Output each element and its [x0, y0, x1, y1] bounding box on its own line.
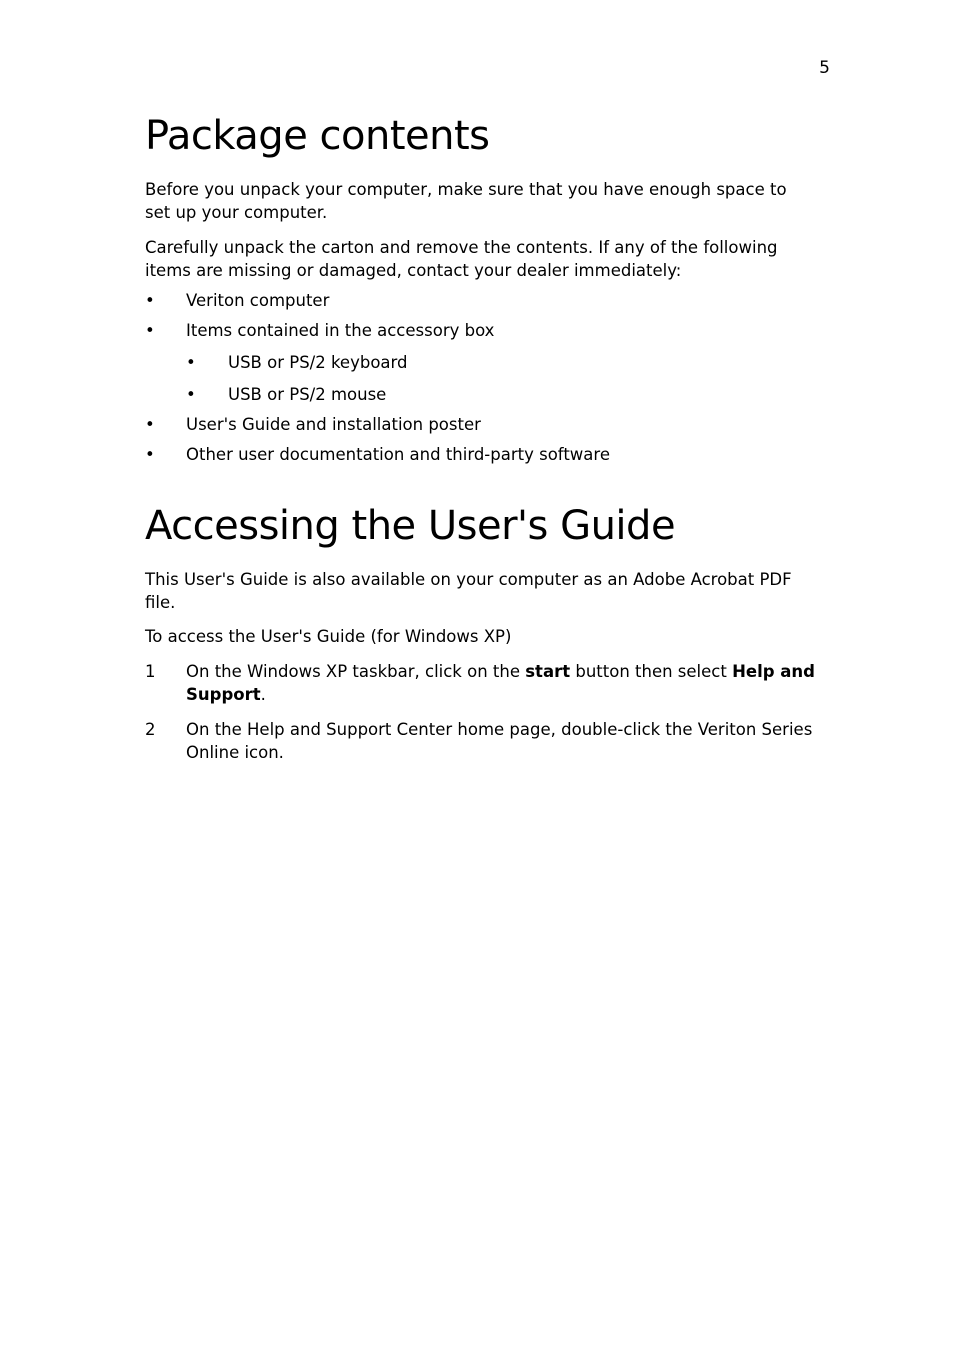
bullet-icon: • [145, 291, 155, 310]
bullet-icon: • [145, 445, 155, 464]
step-number: 1 [145, 662, 156, 681]
sub-list-item-text: USB or PS/2 keyboard [228, 353, 408, 372]
step-text: On the Help and Support Center home page, double-click the Veriton Series Online icon. [186, 720, 813, 762]
section-title-package-contents: Package contents [145, 113, 490, 159]
step-text: On the Windows XP taskbar, click on the start button then select Help and Support. [186, 662, 815, 704]
sub-list-item-text: USB or PS/2 mouse [228, 385, 387, 404]
list-item-text: Items contained in the accessory box [186, 321, 495, 340]
intro-paragraph: Before you unpack your computer, make sure that you have enough space to set up your computer. [145, 180, 787, 222]
section-title-accessing-guide: Accessing the User's Guide [145, 503, 676, 549]
unpack-paragraph: Carefully unpack the carton and remove the contents. If any of the following items are missing or damaged, contact your dealer immediately: [145, 238, 778, 280]
help-and-support-label: Help and Support [186, 662, 815, 704]
guide-availability-paragraph: This User's Guide is also available on your computer as an Adobe Acrobat PDF file. [145, 570, 792, 612]
bullet-icon: • [145, 415, 155, 434]
access-instructions-intro: To access the User's Guide (for Windows XP) [145, 627, 512, 646]
bullet-icon: • [145, 321, 155, 340]
list-item-text: User's Guide and installation poster [186, 415, 481, 434]
bullet-icon: • [186, 385, 196, 404]
start-button-label: start [525, 662, 571, 681]
list-item-text: Other user documentation and third-party software [186, 445, 610, 464]
step-number: 2 [145, 720, 156, 739]
list-item-text: Veriton computer [186, 291, 330, 310]
bullet-icon: • [186, 353, 196, 372]
page-number: 5 [819, 58, 830, 78]
